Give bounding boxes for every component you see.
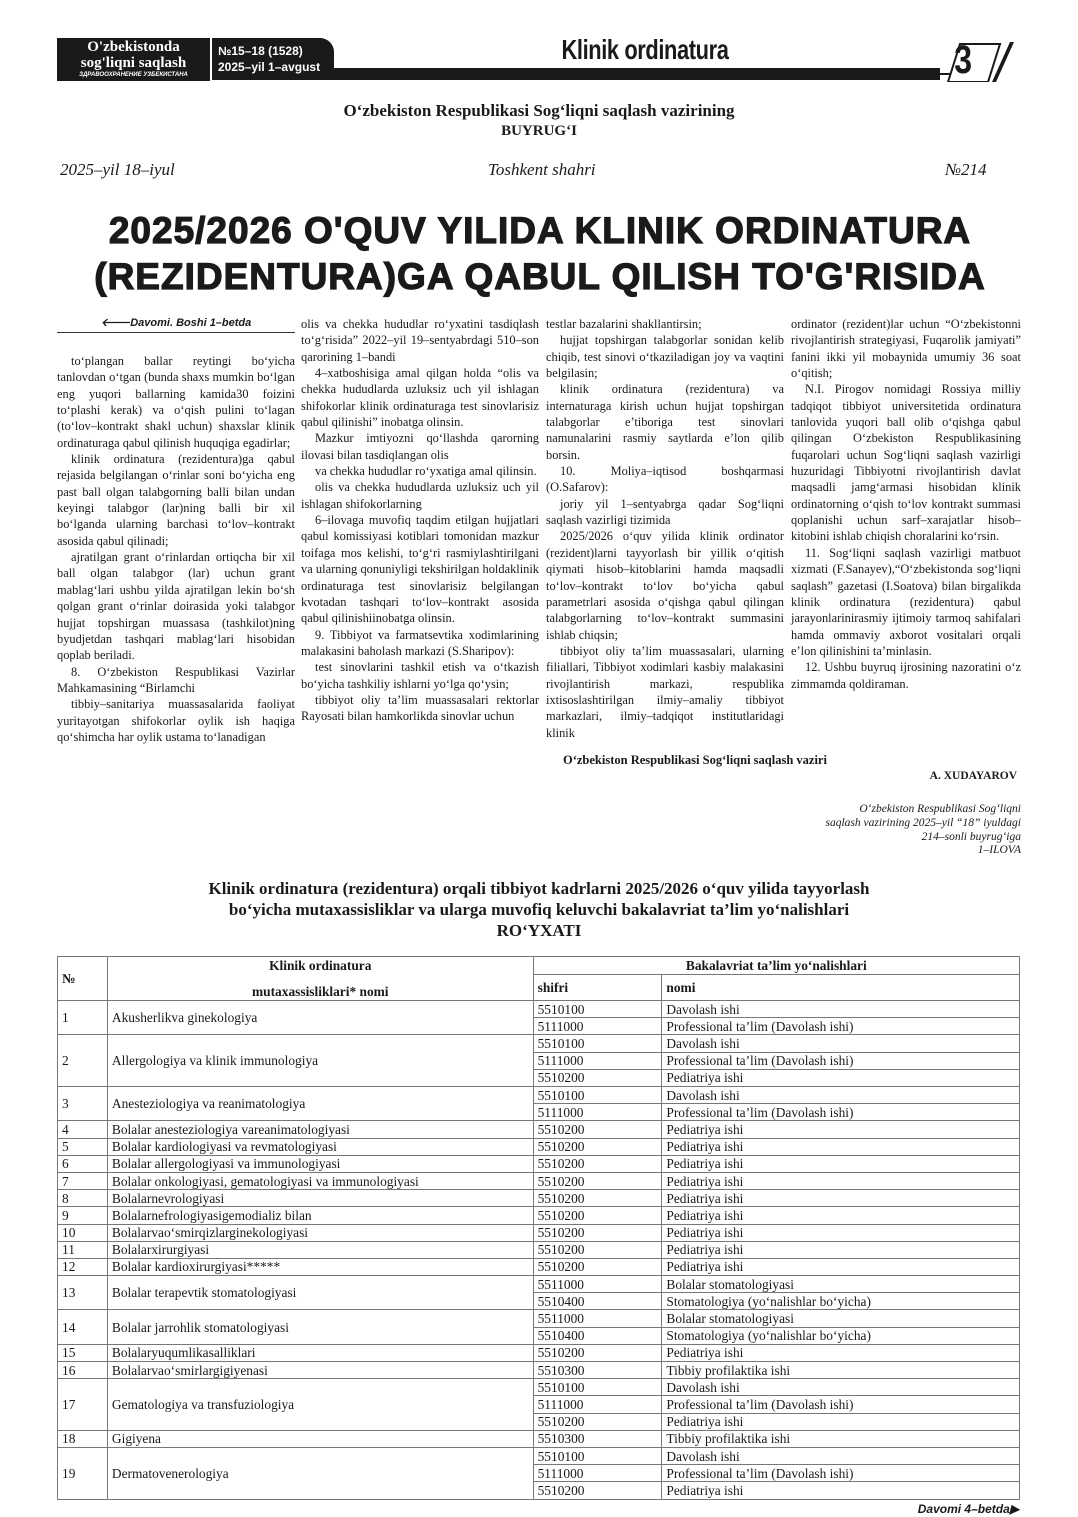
- article-column: [57, 316, 295, 745]
- header-number: №: [58, 957, 108, 1001]
- headline-line: (REZIDENTURA)GA QABUL QILISH TO'G'RISIDA: [94, 256, 986, 297]
- header-bachelor: Bakalavriat ta’lim yo‘nalishlari: [533, 957, 1019, 975]
- paragraph: 9. Tibbiyot va farmatsevtika xodimlarining malakasini baholash markazi (S.Sharipov):: [301, 627, 539, 658]
- direction-name: Pediatriya ishi: [662, 1121, 1020, 1138]
- direction-name: Stomatologiya (yo‘nalishlar bo‘yicha): [662, 1327, 1020, 1344]
- paragraph: N.I. Pirogov nomidagi Rossiya milliy tadqiqot tibbiyot universitetida ordinatura tanlovida yuqori ball olib o‘qishga qabul qilingan O‘zbekiston Respublikasining fuqarolari uchun Sog‘liqni saqlash vazirligi huzuridagi Tibbiyotni rivojlantirish davlat maqsadli jamg‘armasi hisobidan klinik ordinatorning o‘qish to‘lov kontrakt summasi qoplanishi uchun sarf–xarajatlar hisob–kitobini ishlab chiqish choralarini ko‘rsin.: [791, 382, 1021, 544]
- direction-code: 5510200: [533, 1241, 662, 1258]
- direction-name: Professional ta’lim (Davolash ishi): [662, 1104, 1020, 1121]
- paragraph: 12. Ushbu buyruq ijrosining nazoratini o‘z zimmamda qoldiraman.: [791, 660, 1021, 691]
- row-number: 12: [58, 1258, 108, 1275]
- direction-name: Davolash ishi: [662, 1001, 1020, 1018]
- issue-info: [212, 38, 334, 80]
- row-number: 9: [58, 1207, 108, 1224]
- direction-name: Professional ta’lim (Davolash ishi): [662, 1396, 1020, 1413]
- paragraph: tibbiyot oliy ta’lim muassasalari rektorlar Rayosati bilan hamkorlikda sinovlar uchun: [301, 692, 539, 724]
- row-number: 8: [58, 1190, 108, 1207]
- table-title: [57, 878, 1021, 941]
- direction-code: 5510100: [533, 1001, 662, 1018]
- row-number: 13: [58, 1276, 108, 1310]
- continued-on-note: Davomi 4–betda▶: [917, 1501, 1019, 1516]
- paragraph: joriy yil 1–sentyabrga qadar Sog‘liqni saqlash vazirligi tizimida: [546, 496, 784, 528]
- direction-code: 5510100: [533, 1379, 662, 1396]
- specialty-name: Bolalar jarrohlik stomatologiyasi: [107, 1310, 533, 1344]
- direction-code: 5511000: [533, 1276, 662, 1293]
- paragraph: va chekka hududlar ro‘yxatiga amal qilinsin.: [315, 464, 537, 479]
- order-type: BUYRUG‘I: [501, 123, 577, 139]
- header-name: nomi: [662, 975, 1020, 1001]
- headline: [40, 208, 1040, 300]
- paragraph: Mazkur imtiyozni qo‘llashda qarorning ilovasi bilan tasdiqlangan olis: [301, 431, 539, 462]
- paragraph: klinik ordinatura (rezidentura) va internaturaga kirish uchun hujjat topshirgan talabgorlar e’tiboriga test sinovlari namunalarini rasmiy saytlarda e’lon qilib borsin.: [546, 382, 784, 462]
- specialty-name: Bolalar kardiologiyasi va revmatologiyasi: [107, 1138, 533, 1155]
- direction-code: 5510400: [533, 1293, 662, 1310]
- specialty-name: Gematologiya va transfuziologiya: [107, 1379, 533, 1431]
- direction-name: Pediatriya ishi: [662, 1413, 1020, 1430]
- table-row: [58, 1379, 1020, 1396]
- direction-code: 5511000: [533, 1310, 662, 1327]
- order-number: №214: [945, 160, 987, 179]
- header-specialty-name: mutaxassisliklari* nomi: [107, 975, 533, 1001]
- paragraph: ajratilgan grant o‘rinlardan ortiqcha bir xil ball olgan talabgor (lar) uchun grant mablag‘lari ushbu yilda ajratilgan lekin bo‘sh qolgan grant o‘rinlar doirasida yoki talabgor hujjat topshirgan muassasa (tashkilot)ning byudjetdan tashqari mablag‘lari hisobidan qoplab beriladi.: [57, 550, 295, 663]
- specialty-name: Gigiyena: [107, 1430, 533, 1447]
- row-number: 11: [58, 1241, 108, 1258]
- direction-name: Pediatriya ishi: [662, 1172, 1020, 1189]
- headline-line: 2025/2026 O'QUV YILIDA KLINIK ORDINATURA: [108, 210, 972, 251]
- direction-code: 5510100: [533, 1035, 662, 1052]
- row-number: 2: [58, 1035, 108, 1087]
- specialty-name: Allergologiya va klinik immunologiya: [107, 1035, 533, 1087]
- table-row: [58, 1087, 1020, 1104]
- direction-code: 5510200: [533, 1224, 662, 1241]
- row-number: 19: [58, 1447, 108, 1499]
- direction-code: 5510200: [533, 1138, 662, 1155]
- signature-block: [57, 753, 1021, 787]
- order-date: 2025–yil 18–iyul: [60, 160, 175, 179]
- signatory-name: A. XUDAYAROV: [929, 770, 1017, 783]
- direction-name: Davolash ishi: [662, 1035, 1020, 1052]
- table-row: [58, 1224, 1020, 1241]
- direction-code: 5510200: [533, 1344, 662, 1361]
- row-number: 10: [58, 1224, 108, 1241]
- direction-name: Professional ta’lim (Davolash ishi): [662, 1052, 1020, 1069]
- direction-code: 5510400: [533, 1327, 662, 1344]
- logo-line: sog'liqni saqlash: [80, 55, 187, 71]
- table-title-line: Klinik ordinatura (rezidentura) orqali tibbiyot kadrlarni 2025/2026 o‘quv yilida tayyorlash: [208, 879, 870, 899]
- specialty-name: Akusherlikva ginekologiya: [107, 1001, 533, 1035]
- issue-date: 2025–yil 1–avgust: [218, 60, 321, 74]
- paragraph: test sinovlarini tashkil etish va o‘tkazish bo‘yicha tashkiliy ishlarni yo‘lga qo‘ysin;: [301, 660, 539, 691]
- direction-code: 5111000: [533, 1104, 662, 1121]
- paragraph: testlar bazalarini shakllantirsin;: [546, 317, 702, 331]
- page-number-badge: [930, 38, 1020, 82]
- table-row: [58, 1138, 1020, 1155]
- paragraph: 4–xatboshisiga amal qilgan holda “olis va chekka hududlarda uzluksiz uch yil ishlagan shifokorlar klinik ordinaturaga test sinovlarisiz qabul qilinishi” inobatga olinsin.: [301, 366, 539, 430]
- direction-name: Davolash ishi: [662, 1087, 1020, 1104]
- specialty-name: Bolalar terapevtik stomatologiyasi: [107, 1276, 533, 1310]
- direction-name: Stomatologiya (yo‘nalishlar bo‘yicha): [662, 1293, 1020, 1310]
- paragraph: 11. Sog‘liqni saqlash vazirligi matbuot xizmati (F.Sanayev),“O‘zbekistonda sog‘liqni saqlash” gazetasi (I.Soatova) bilan birgalikda klinik ordinatura (rezidentura) qabul jarayonlarinirasmiy ijtimoiy tarmoq sahifalari hamda ommaviy axborot vositalari orqali e’lon qilinishini ta’minlasin.: [791, 545, 1021, 658]
- direction-name: Davolash ishi: [662, 1447, 1020, 1464]
- continued-from-note: 🡐Davomi. Boshi 1–betda: [57, 316, 295, 333]
- page-number: 3: [954, 38, 973, 82]
- table-row: [58, 1258, 1020, 1275]
- direction-name: Tibbiy profilaktika ishi: [662, 1362, 1020, 1379]
- direction-name: Pediatriya ishi: [662, 1258, 1020, 1275]
- specialty-name: Bolalar onkologiyasi, gematologiyasi va immunologiyasi: [107, 1172, 533, 1189]
- direction-name: Pediatriya ishi: [662, 1344, 1020, 1361]
- specialty-name: Bolalaryuqumlikasalliklari: [107, 1344, 533, 1361]
- row-number: 3: [58, 1087, 108, 1121]
- article-column: [301, 316, 539, 725]
- header-code: shifri: [533, 975, 662, 1001]
- paragraph: 2025/2026 o‘quv yilida klinik ordinator (rezident)larni tayyorlash bir yillik o‘qitish qiymati hisob–kitoblarini hamda maqsadli to‘lov–kontrakt to‘lov bo‘yicha qabul parametrlari asosida o‘qishga qabul qilingan talabgorlarning to‘lov–kontrakt summasini ishlab chiqsin;: [546, 529, 784, 642]
- paragraph: 8. O‘zbekiston Respublikasi Vazirlar Mahkamasining “Birlamchi: [57, 664, 295, 695]
- specialty-name: Bolalarxirurgiyasi: [107, 1241, 533, 1258]
- direction-name: Pediatriya ishi: [662, 1207, 1020, 1224]
- direction-name: Pediatriya ishi: [662, 1190, 1020, 1207]
- table-row: [58, 1430, 1020, 1447]
- specialties-table: [57, 956, 1020, 1499]
- direction-code: 5510200: [533, 1190, 662, 1207]
- direction-code: 5510200: [533, 1069, 662, 1086]
- specialty-name: Bolalar allergologiyasi va immunologiyasi: [107, 1155, 533, 1172]
- paragraph: to‘plangan ballar reytingi bo‘yicha tanlovdan o‘tgan (bunda shaxs mumkin bo‘lgan eng yuqori ballarning kamida30 foizini to‘plashi kerak) va o‘qish pulini to‘lagan (to‘lov–kontrakt shakl uchun) shaxslar klinik ordinaturaga qabul qilinish huquqiga egadirlar;: [57, 354, 295, 450]
- specialty-name: Bolalarnevrologiyasi: [107, 1190, 533, 1207]
- direction-code: 5510200: [533, 1413, 662, 1430]
- table-row: [58, 1121, 1020, 1138]
- direction-code: 5510100: [533, 1447, 662, 1464]
- table-row: [58, 1155, 1020, 1172]
- annex-note: [699, 803, 1021, 858]
- annex-line: saqlash vazirining 2025–yil “18” iyuldagi: [825, 816, 1021, 829]
- logo-line: O'zbekistonda: [87, 39, 180, 55]
- signatory-position: O‘zbekiston Respublikasi Sog‘liqni saqlash vaziri: [563, 753, 827, 768]
- table-row: [58, 1447, 1020, 1464]
- row-number: 17: [58, 1379, 108, 1431]
- paragraph: 6–ilovaga muvofiq taqdim etilgan hujjatlari qabul komissiyasi kotiblari tomonidan mazkur toifaga mos kelishi, to‘g‘ri rasmiylashtirilgani va ularning qonuniyligi tekshirilgan holdaklinik ordinaturaga test sinovlarisiz belgilangan kvotadan tashqari to‘lov–kontrakt asosida qabul qilinishiinobatga olinsin.: [301, 513, 539, 626]
- article-columns: [57, 316, 1021, 745]
- table-row: [58, 1344, 1020, 1361]
- article-column: [546, 316, 784, 741]
- article-column: [791, 316, 1021, 692]
- table-row: [58, 1001, 1020, 1018]
- direction-name: Professional ta’lim (Davolash ishi): [662, 1465, 1020, 1482]
- logo-subtitle: ЗДРАВООХРАНЕНИЕ УЗБЕКИСТАНА: [79, 72, 188, 78]
- specialty-name: Bolalar kardioxirurgiyasi*****: [107, 1258, 533, 1275]
- direction-name: Pediatriya ishi: [662, 1069, 1020, 1086]
- order-city: Toshkent shahri: [488, 160, 596, 179]
- table-row: [58, 1190, 1020, 1207]
- direction-code: 5111000: [533, 1465, 662, 1482]
- specialty-name: Bolalarvao‘smirlargigiyenasi: [107, 1362, 533, 1379]
- table-row: [58, 1276, 1020, 1293]
- header-bar: [330, 68, 940, 80]
- row-number: 15: [58, 1344, 108, 1361]
- direction-name: Professional ta’lim (Davolash ishi): [662, 1018, 1020, 1035]
- specialty-name: Bolalarnefrologiyasigemodializ bilan: [107, 1207, 533, 1224]
- header-specialty: Klinik ordinatura: [107, 957, 533, 975]
- slash-decoration-icon: [930, 38, 1020, 82]
- row-number: 14: [58, 1310, 108, 1344]
- direction-code: 5510200: [533, 1155, 662, 1172]
- table-title-line: RO‘YXATI: [496, 921, 582, 941]
- table-row: [58, 1207, 1020, 1224]
- direction-name: Davolash ishi: [662, 1379, 1020, 1396]
- paragraph: olis va chekka hududlarda uzluksiz uch yil ishlagan shifokorlarning: [301, 480, 539, 511]
- direction-name: Pediatriya ishi: [662, 1138, 1020, 1155]
- paragraph: hujjat topshirgan talabgorlar sonidan kelib chiqib, test sinovi o‘tkaziladigan joy va vaqtini belgilasin;: [546, 333, 784, 381]
- paragraph: ordinator (rezident)lar uchun “O‘zbekistonni rivojlantirish strategiyasi, Fuqarolik jamiyati” fanini ikki yil mobaynida umumiy 36 soat o‘qitish;: [791, 317, 1021, 381]
- table-row: [58, 1310, 1020, 1327]
- table-row: [58, 1362, 1020, 1379]
- annex-line: 1–ILOVA: [977, 844, 1021, 857]
- direction-code: 5510200: [533, 1482, 662, 1499]
- annex-line: O‘zbekiston Respublikasi Sog‘liqni: [859, 803, 1021, 816]
- section-title: Klinik ordinatura: [561, 34, 729, 65]
- newspaper-logo: [57, 38, 210, 81]
- table-title-line: bo‘yicha mutaxassisliklar va ularga muvofiq keluvchi bakalavriat ta’lim yo‘nalishlari: [228, 900, 850, 920]
- direction-name: Pediatriya ishi: [662, 1155, 1020, 1172]
- row-number: 6: [58, 1155, 108, 1172]
- direction-code: 5510200: [533, 1207, 662, 1224]
- row-number: 16: [58, 1362, 108, 1379]
- annex-line: 214–sonli buyrug‘iga: [921, 830, 1021, 843]
- row-number: 7: [58, 1172, 108, 1189]
- direction-code: 5111000: [533, 1018, 662, 1035]
- specialty-name: Anesteziologiya va reanimatologiya: [107, 1087, 533, 1121]
- paragraph: 10. Moliya–iqtisod boshqarmasi (O.Safarov):: [546, 464, 784, 495]
- direction-code: 5510200: [533, 1258, 662, 1275]
- row-number: 1: [58, 1001, 108, 1035]
- table-row: [58, 1035, 1020, 1052]
- paragraph: olis va chekka hududlar ro‘yxatini tasdiqlash to‘g‘risida” 2022–yil 19–sentyabrdagi 510–son qarorining 1–bandi: [301, 317, 539, 364]
- row-number: 18: [58, 1430, 108, 1447]
- issue-number: №15–18 (1528): [218, 44, 303, 58]
- row-number: 4: [58, 1121, 108, 1138]
- direction-code: 5111000: [533, 1052, 662, 1069]
- direction-code: 5510300: [533, 1362, 662, 1379]
- direction-name: Pediatriya ishi: [662, 1241, 1020, 1258]
- direction-code: 5510100: [533, 1087, 662, 1104]
- order-issuer: O‘zbekiston Respublikasi Sog‘liqni saqlash vazirining: [343, 101, 735, 120]
- article-body: [57, 316, 1021, 1517]
- table-row: [58, 1241, 1020, 1258]
- direction-name: Bolalar stomatologiyasi: [662, 1310, 1020, 1327]
- specialty-name: Dermatovenerologiya: [107, 1447, 533, 1499]
- specialty-name: Bolalarvao‘smirqizlarginekologiyasi: [107, 1224, 533, 1241]
- paragraph: klinik ordinatura (rezidentura)ga qabul rejasida belgilangan o‘rinlar soni bo‘yicha eng past ball olgan talabgorning balli bilan undan keyingi talabgor (lar)ning balli bir xil bo‘lganda ularning barchasi to‘lov–kontrakt asosida qabul qilinadi;: [57, 452, 295, 548]
- direction-name: Tibbiy profilaktika ishi: [662, 1430, 1020, 1447]
- row-number: 5: [58, 1138, 108, 1155]
- direction-code: 5111000: [533, 1396, 662, 1413]
- table-row: [58, 1172, 1020, 1189]
- direction-name: Pediatriya ishi: [662, 1482, 1020, 1499]
- direction-code: 5510200: [533, 1172, 662, 1189]
- direction-code: 5510200: [533, 1121, 662, 1138]
- direction-code: 5510300: [533, 1430, 662, 1447]
- direction-name: Pediatriya ishi: [662, 1224, 1020, 1241]
- paragraph: tibbiyot oliy ta’lim muassasalari, ularning filiallari, Tibbiyot xodimlari kasbiy malakasini rivojlantirish markazi, respublika ixtisoslashtirilgan ilmiy–amaliy tibbiyot markazlari, ilmiy–tadqiqot institutlaridagi klinik: [546, 643, 784, 740]
- specialty-name: Bolalar anesteziologiya vareanimatologiyasi: [107, 1121, 533, 1138]
- paragraph: tibbiy–sanitariya muassasalarida faoliyat yuritayotgan shifokorlar oylik ish haqiga qo‘shimcha har oylik ustama to‘lanadigan: [57, 697, 295, 744]
- direction-name: Bolalar stomatologiyasi: [662, 1276, 1020, 1293]
